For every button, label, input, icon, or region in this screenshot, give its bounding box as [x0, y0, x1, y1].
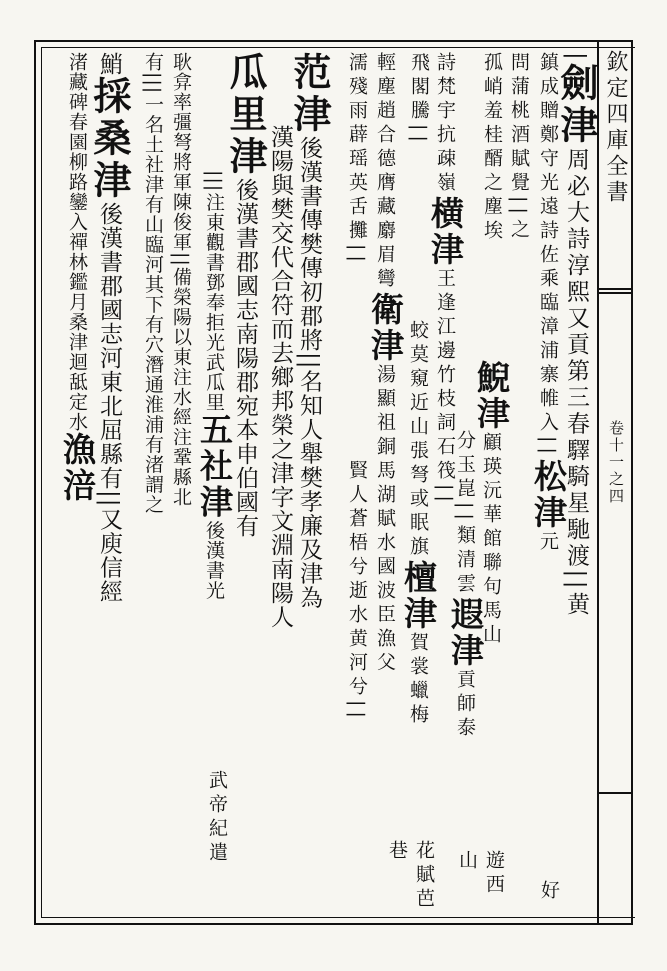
- column-text: 蛟莫窺近山張弩或眠旗: [407, 320, 429, 560]
- text-column: [366, 52, 405, 922]
- entry-heading: 范津: [287, 52, 332, 136]
- text-column: [223, 52, 268, 922]
- text-column: [203, 770, 230, 920]
- text-column: [505, 52, 532, 922]
- fishtail-rule-bottom: [597, 292, 633, 294]
- entry-heading: 遐津: [446, 596, 485, 669]
- text-column: [343, 460, 370, 920]
- column-text: 鮹: [96, 52, 122, 76]
- entry-heading: 漁涪: [58, 432, 97, 504]
- text-column: [535, 880, 562, 920]
- text-column: [139, 52, 166, 922]
- column-text: 後漢書郡國志河東北屈縣有||又庾信經: [96, 202, 122, 604]
- column-text: 渚: [66, 52, 88, 72]
- column-text: 顧瑛沅華館聯句馬山: [480, 432, 502, 648]
- column-text: 賀裳蠟梅: [407, 632, 429, 728]
- column-text: 賢人蒼梧兮逝水黄河兮||: [346, 460, 368, 723]
- running-head: 欽定四庫全書: [603, 50, 628, 206]
- entry-heading: 檀津: [399, 560, 438, 632]
- column-text: 後漢書傳樊傳初郡將||名知人舉樊孝廉及津為: [296, 136, 322, 610]
- column-text: 湯顯祖銅馬湖賦水國波臣漁父: [374, 364, 396, 676]
- column-text: 飛閣騰||: [408, 52, 430, 147]
- entry-heading: 採桑津: [87, 76, 132, 202]
- fishtail-rule-top: [597, 288, 633, 290]
- column-text: 後漢書光: [203, 520, 225, 601]
- column-text: 耿弇率彊弩將軍陳俊軍||備榮陽以東注水經注鞏縣北: [170, 52, 192, 507]
- entry-heading: 松津: [529, 458, 568, 531]
- text-column: [87, 52, 132, 922]
- entry-heading: 五社津: [195, 412, 234, 521]
- entry-heading: 衛津: [366, 292, 405, 364]
- entry-heading: 鯢津: [472, 360, 511, 432]
- column-text: 詩梵宇抗疎嶺: [434, 52, 456, 196]
- entry-heading: 瓜里津: [223, 52, 268, 178]
- column-text: 周必大詩淳熙又貢第三春驛騎星馳渡||黄: [563, 147, 589, 619]
- column-text: 問蒲桃酒賦覺||之: [508, 52, 530, 243]
- column-text: 貢師泰: [454, 668, 476, 741]
- entry-heading: 横津: [426, 196, 465, 268]
- column-text: 分玉崑||類清雲: [454, 430, 476, 597]
- column-text: 遊西山: [456, 850, 505, 898]
- entry-heading: 劍津: [554, 63, 599, 148]
- margin-rule-lower: [597, 792, 633, 794]
- column-text: 花賦芭巷: [386, 840, 435, 912]
- column-text: 武帝紀遣: [206, 770, 228, 866]
- column-text: 濡殘雨薜瑶英舌攤||: [346, 52, 368, 267]
- text-column: [456, 850, 507, 920]
- text-column: [58, 52, 97, 922]
- column-text: 孤峭羞桂醑之塵埃: [481, 52, 503, 244]
- text-column: [266, 125, 293, 915]
- column-text: 藏碑春園柳路鑾入禪林鑑月桑津迴䑛定水: [66, 72, 88, 432]
- column-text: |||注東觀書鄧奉拒光武瓜里: [203, 170, 225, 413]
- column-text: 漢陽與樊交代合符而去鄉邦榮之津字文淵南陽人: [267, 125, 293, 629]
- column-text: 有|||一名土社津有山臨河其下有穴潛通淮浦有渚謂之: [142, 52, 164, 515]
- column-text: 好: [538, 880, 560, 904]
- column-prefix: |: [563, 52, 589, 64]
- text-column: [167, 52, 194, 922]
- text-column: [287, 52, 332, 922]
- column-text: 元: [537, 530, 559, 555]
- folio-label: 卷十一之四: [607, 420, 625, 505]
- text-column: [386, 840, 437, 920]
- text-column: [399, 320, 438, 920]
- column-text: 王逢江邊竹枝詞石筏||: [434, 268, 456, 507]
- column-text: 後漢書郡國志南陽郡宛本申伯國有: [232, 178, 258, 538]
- column-text: 輕塵趙合德膺藏麝眉彎: [374, 52, 396, 292]
- text-column: [529, 52, 568, 922]
- column-text: 鎮成贈鄭守光遠詩佐乘臨漳浦寨帷入||: [537, 52, 559, 459]
